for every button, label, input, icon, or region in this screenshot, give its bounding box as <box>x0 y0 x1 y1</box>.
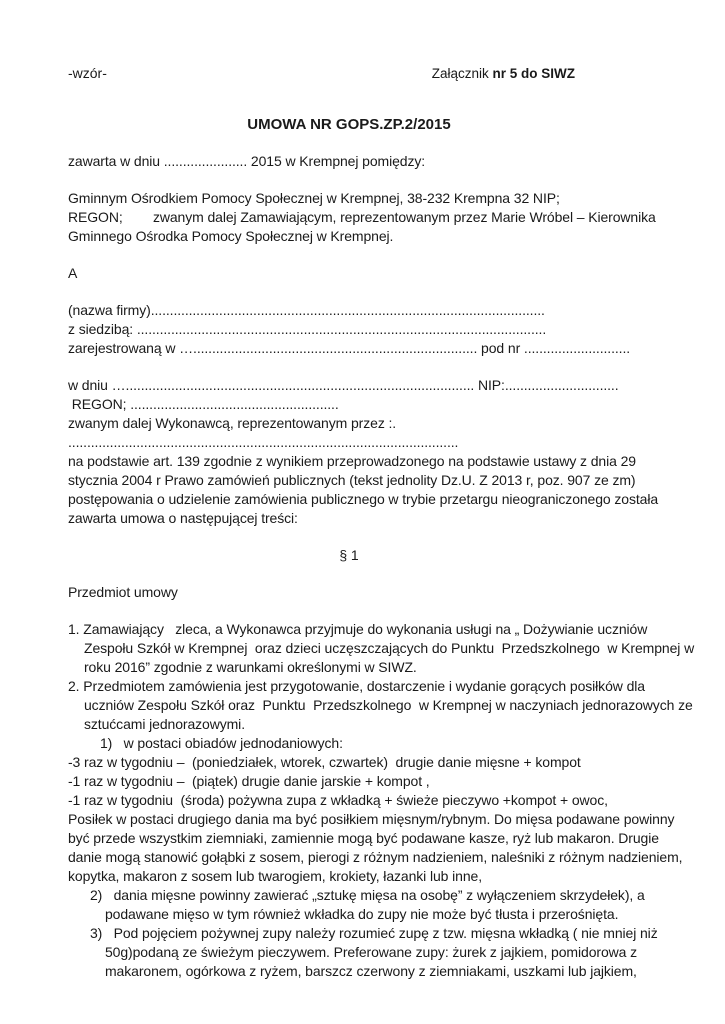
document-line: być przede wszystkim ziemniaki, zamiennie mogą być podawane kasze, ryż lub makaron. Drugie <box>68 830 659 846</box>
document-line: danie mogą stanowić gołąbki z sosem, pierogi z różnym nadzieniem, naleśniki z różnym nadzieniem, <box>68 849 683 865</box>
document-line: REGON; zwanym dalej Zamawiającym, reprezentowanym przez Marie Wróbel – Kierownika <box>68 209 656 225</box>
document-line: zawarta umowa o następującej treści: <box>68 510 298 526</box>
document-line: w dniu …............................................................................................ NIP:.............................. <box>68 377 619 393</box>
document-line: Gminnego Ośrodka Pomocy Społecznej w Krempnej. <box>68 228 394 244</box>
document-line: stycznia 2004 r Prawo zamówień publicznych (tekst jednolity Dz.U. Z 2013 r, poz. 907 ze zm) <box>68 472 636 488</box>
document-line: REGON; ....................................................... <box>68 396 339 412</box>
document-line: ....................................................................................................... <box>68 434 459 450</box>
document-line: Gminnym Ośrodkiem Pomocy Społecznej w Krempnej, 38-232 Krempna 32 NIP; <box>68 190 560 206</box>
document-line: roku 2016” zgodnie z warunkami określonymi w SIWZ. <box>84 659 417 675</box>
document-line: -3 raz w tygodniu – (poniedziałek, wtorek, czwartek) drugie danie mięsne + kompot <box>68 754 581 770</box>
document-line: 2. Przedmiotem zamówienia jest przygotowanie, dostarczenie i wydanie gorących posiłków dla <box>68 678 645 694</box>
document-line: sztućcami jednorazowymi. <box>84 716 245 732</box>
document-line: kopytka, makaron z sosem lub twarogiem, krokiety, łazanki lub inne, <box>68 868 483 884</box>
document-line: § 1 <box>339 547 359 563</box>
document-header <box>68 64 630 83</box>
document-line: uczniów Zespołu Szkół oraz Punktu Przedszkolnego w Krempnej w naczyniach jednorazowych ze <box>84 697 693 713</box>
document-lines <box>68 152 695 981</box>
document-line: makaronem, ogórkowa z ryżem, barszcz czerwony z ziemniakami, uszkami lub jajkiem, <box>105 963 637 979</box>
document-line: z siedzibą: ............................................................................................................ <box>68 321 547 337</box>
header-left-label: -wzór- <box>68 65 107 81</box>
document-line: zwanym dalej Wykonawcą, reprezentowanym przez :. <box>68 415 397 431</box>
header-right-normal: Załącznik <box>431 66 493 81</box>
document-line: A <box>68 265 78 281</box>
document-line: 50g)podaną ze świeżym pieczywem. Preferowane zupy: żurek z jajkiem, pomidorowa z <box>105 944 638 960</box>
document-line: postępowania o udzielenie zamówienia publicznego w trybie przetargu nieograniczonego została <box>68 491 659 507</box>
document-line: zarejestrowaną w …........................................................................... pod nr ............................ <box>68 340 631 356</box>
document-line: (nazwa firmy)........................................................................................................ <box>68 302 545 318</box>
document-title: UMOWA NR GOPS.ZP.2/2015 <box>247 116 451 133</box>
header-right-label <box>432 64 575 83</box>
document-line: 1. Zamawiający zleca, a Wykonawca przyjmuje do wykonania usługi na „ Dożywianie uczniów <box>68 621 648 637</box>
document-line: na podstawie art. 139 zgodnie z wynikiem przeprowadzonego na podstawie ustawy z dnia 29 <box>68 453 636 469</box>
document-line: 1) w postaci obiadów jednodaniowych: <box>100 735 343 751</box>
document-line: podawane mięso w tym również wkładka do zupy nie może być tłusta i przerośnięta. <box>105 906 619 922</box>
document-line: -1 raz w tygodniu – (piątek) drugie danie jarskie + kompot , <box>68 773 430 789</box>
document-line: zawarta w dniu ...................... 2015 w Krempnej pomiędzy: <box>68 153 426 169</box>
document-line: Zespołu Szkół w Krempnej oraz dzieci uczęszczających do Punktu Przedszkolnego w Krempnej w <box>84 640 695 656</box>
header-right-bold: nr 5 do SIWZ <box>492 66 575 81</box>
document-line: 2) dania mięsne powinny zawierać „sztukę mięsa na osobę” z wyłączeniem skrzydełek), a <box>90 887 645 903</box>
document-line: -1 raz w tygodniu (środa) pożywna zupa z wkładką + świeże pieczywo +kompot + owoc, <box>68 792 608 808</box>
document-line: 3) Pod pojęciem pożywnej zupy należy rozumieć zupę z tzw. mięsna wkładką ( nie mniej niż <box>90 925 658 941</box>
document-line: Posiłek w postaci drugiego dania ma być posiłkiem mięsnym/rybnym. Do mięsa podawane powinny <box>68 811 675 827</box>
document-line: Przedmiot umowy <box>68 584 178 600</box>
